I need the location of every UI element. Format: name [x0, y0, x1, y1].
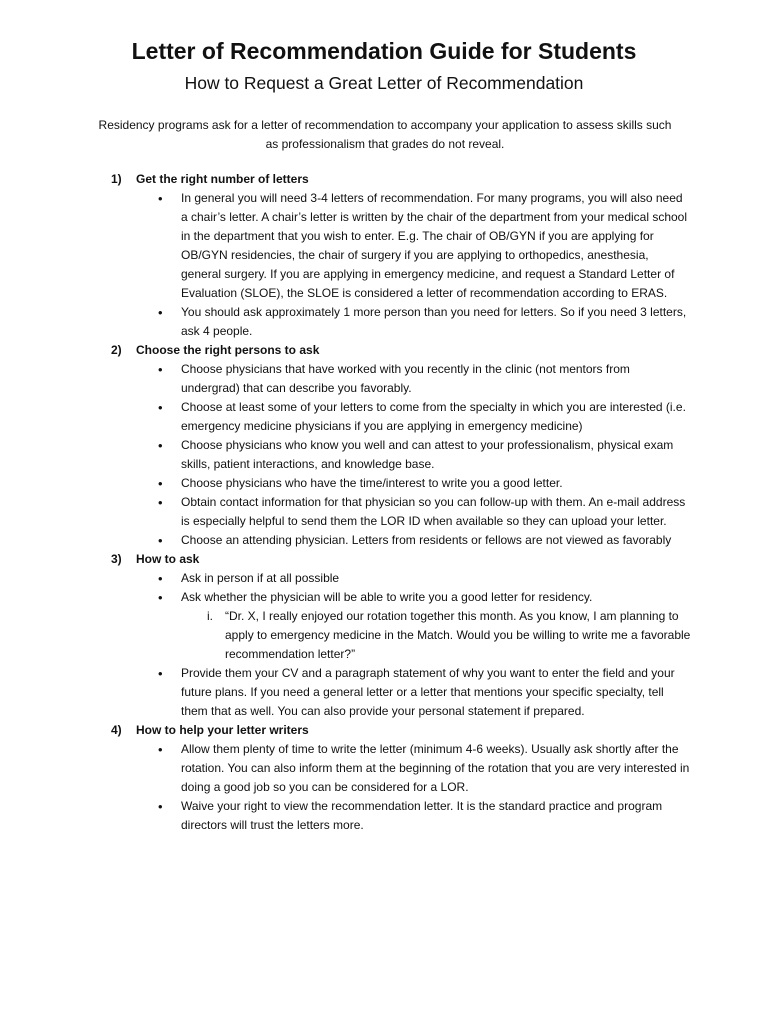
bullet-icon: •: [158, 590, 163, 605]
section-heading: [0, 341, 768, 360]
section-heading-text: Choose the right persons to ask: [136, 343, 320, 357]
page-title: Letter of Recommendation Guide for Students: [131, 38, 637, 64]
section-number: 2): [111, 343, 122, 357]
bullet-item: [0, 588, 691, 607]
guide-section: [0, 341, 768, 550]
section-heading-text: Get the right number of letters: [136, 172, 309, 186]
bullet-text: Choose at least some of your letters to come from the specialty in which you are interested (i.e. emergency medicine physicians if you are applying in emergency medicine): [181, 400, 686, 433]
guide-section: [0, 721, 768, 835]
section-heading: [0, 721, 768, 740]
sub-item-text: “Dr. X, I really enjoyed our rotation together this month. As you know, I am planning to apply to emergency medicine in the Match. Would you be willing to write me a favorable recommendation letter?”: [225, 609, 691, 661]
bullet-item: [0, 531, 691, 550]
sub-item: [0, 607, 691, 664]
bullet-icon: •: [158, 533, 163, 548]
section-heading: [0, 170, 768, 189]
bullet-item: [0, 664, 691, 721]
bullet-icon: •: [158, 400, 163, 415]
bullet-item: [0, 436, 691, 474]
bullet-text: Ask in person if at all possible: [181, 571, 340, 585]
sub-item-number: i.: [207, 609, 213, 623]
section-number: 4): [111, 723, 122, 737]
intro-paragraph: Residency programs ask for a letter of recommendation to accompany your application to assess skills such as professionalism that grades do not reveal.: [98, 118, 672, 151]
bullet-item: [0, 493, 691, 531]
bullet-text: Choose physicians who know you well and can attest to your professionalism, physical exam skills, patient interactions, and knowledge base.: [181, 438, 674, 471]
bullet-item: [0, 740, 691, 797]
bullet-text: Waive your right to view the recommendation letter. It is the standard practice and program directors will trust the letters more.: [181, 799, 663, 832]
bullet-item: [0, 360, 691, 398]
bullet-icon: •: [158, 495, 163, 510]
bullet-icon: •: [158, 362, 163, 377]
section-heading: [0, 550, 768, 569]
bullet-text: Obtain contact information for that physician so you can follow-up with them. An e-mail address is especially helpful to send them the LOR ID when available so they can upload your letter.: [181, 495, 686, 528]
bullet-item: [0, 569, 691, 588]
guide-section: [0, 550, 768, 721]
bullet-text: Choose physicians that have worked with you recently in the clinic (not mentors from undergrad) that can describe you favorably.: [181, 362, 630, 395]
bullet-item: [0, 797, 691, 835]
bullet-item: [0, 398, 691, 436]
bullet-text: In general you will need 3-4 letters of recommendation. For many programs, you will also need a chair’s letter. A chair’s letter is written by the chair of the department from your medical school in the department that you wish to enter. E.g. The chair of OB/GYN if you are applying for OB/GYN residencies, the chair of surgery if you are applying to orthopedics, anesthesia, general surgery. If you are applying in emergency medicine, and request a Standard Letter of Evaluation (SLOE), the SLOE is considered a letter of recommendation according to ERAS.: [181, 191, 688, 300]
bullet-icon: •: [158, 571, 163, 586]
page-subtitle: How to Request a Great Letter of Recommendation: [184, 73, 584, 93]
section-heading-text: How to ask: [136, 552, 200, 566]
section-number: 1): [111, 172, 122, 186]
bullet-icon: •: [158, 191, 163, 206]
section-number: 3): [111, 552, 122, 566]
bullet-text: Allow them plenty of time to write the letter (minimum 4-6 weeks). Usually ask shortly after the rotation. You can also inform them at the beginning of the rotation that you are very interested in doing a good job so you can be considered for a LOR.: [181, 742, 690, 794]
bullet-item: [0, 474, 691, 493]
guide-section: [0, 170, 768, 341]
bullet-text: Choose an attending physician. Letters from residents or fellows are not viewed as favorably: [181, 533, 672, 547]
bullet-icon: •: [158, 666, 163, 681]
bullet-icon: •: [158, 305, 163, 320]
bullet-item: [0, 303, 691, 341]
guide-sections: [0, 170, 768, 835]
bullet-icon: •: [158, 476, 163, 491]
bullet-icon: •: [158, 438, 163, 453]
bullet-text: You should ask approximately 1 more person than you need for letters. So if you need 3 letters, ask 4 people.: [181, 305, 687, 338]
bullet-text: Provide them your CV and a paragraph statement of why you want to enter the field and your future plans. If you need a general letter or a letter that mentions your specific specialty, tell them that as well. You can also provide your personal statement if prepared.: [181, 666, 675, 718]
bullet-text: Ask whether the physician will be able to write you a good letter for residency.: [181, 590, 593, 604]
bullet-item: [0, 189, 691, 303]
bullet-icon: •: [158, 799, 163, 814]
section-heading-text: How to help your letter writers: [136, 723, 309, 737]
bullet-icon: •: [158, 742, 163, 757]
bullet-text: Choose physicians who have the time/interest to write you a good letter.: [181, 476, 563, 490]
